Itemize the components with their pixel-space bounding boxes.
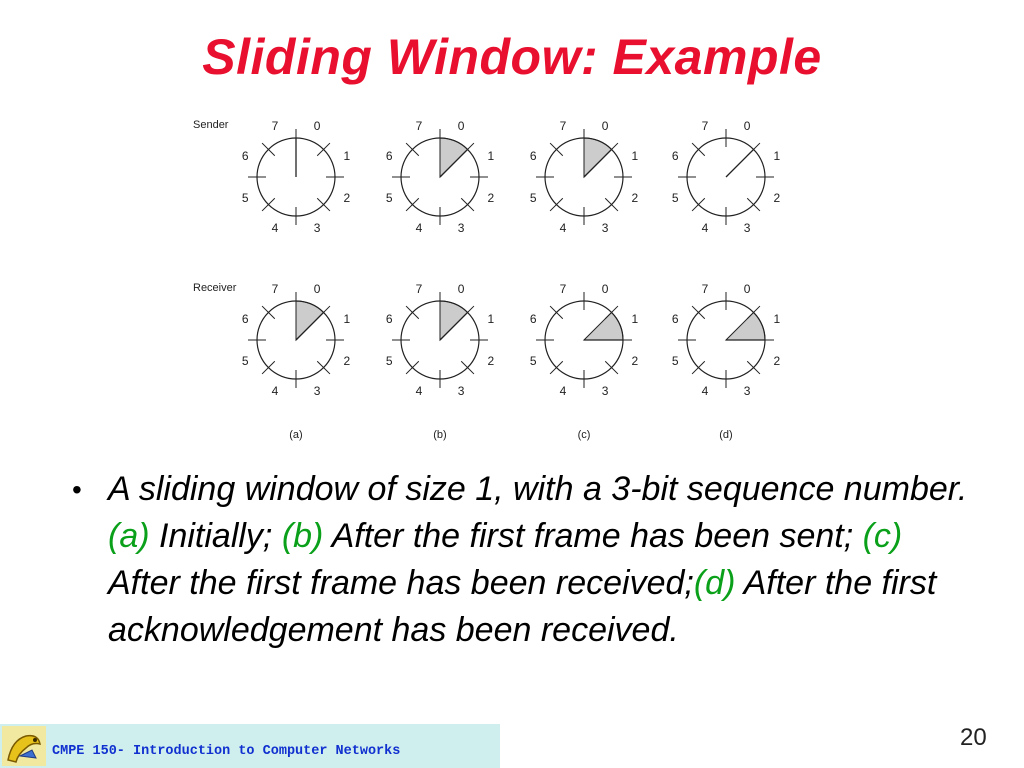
seq-number-label: 0: [457, 282, 465, 297]
seq-number-label: 4: [701, 220, 709, 235]
dial-sender-b: [386, 119, 495, 235]
dial-group: [242, 119, 781, 398]
seq-number-label: 6: [385, 311, 393, 326]
seq-number-label: 7: [415, 119, 423, 134]
window-shaded-sector: [584, 138, 612, 177]
seq-number-label: 5: [385, 191, 393, 206]
seq-number-label: 5: [529, 354, 537, 369]
seq-number-label: 5: [671, 191, 679, 206]
seq-number-label: 4: [701, 383, 709, 398]
seq-number-label: 5: [671, 354, 679, 369]
seq-number-label: 2: [487, 191, 495, 206]
seq-number-label: 5: [241, 354, 249, 369]
bullet-text-1: A sliding window of size 1, with a 3-bit sequence number.: [108, 470, 968, 508]
bullet-marker: •: [72, 474, 82, 505]
bullet-text-4: After the first frame has been received;: [108, 564, 694, 602]
slide-title: Sliding Window: Example: [202, 29, 822, 85]
seq-number-label: 4: [415, 383, 423, 398]
dial-receiver-d: [672, 282, 781, 398]
seq-number-label: 0: [313, 119, 321, 134]
seq-number-label: 6: [241, 311, 249, 326]
seq-number-label: 6: [385, 148, 393, 163]
seq-number-label: 3: [457, 220, 465, 235]
seq-number-label: 3: [313, 220, 321, 235]
label-b: (b): [281, 517, 324, 555]
seq-number-label: 1: [773, 148, 781, 163]
dial-sender-c: [530, 119, 639, 235]
dial-sender-d: [672, 119, 781, 235]
seq-number-label: 6: [671, 311, 679, 326]
seq-number-label: 6: [671, 148, 679, 163]
bullet-text-2: Initially;: [149, 517, 282, 555]
seq-number-label: 0: [601, 119, 609, 134]
seq-number-label: 1: [343, 148, 351, 163]
window-shaded-sector: [440, 301, 468, 340]
seq-number-label: 2: [631, 191, 639, 206]
seq-number-label: 7: [415, 282, 423, 297]
bullet-text: [108, 466, 972, 654]
seq-number-label: 2: [773, 354, 781, 369]
panel-label-c: (c): [577, 429, 591, 441]
seq-number-label: 2: [773, 191, 781, 206]
row-label-receiver: Receiver: [193, 282, 237, 294]
seq-number-label: 4: [559, 220, 567, 235]
seq-number-label: 2: [343, 191, 351, 206]
seq-number-label: 1: [487, 148, 495, 163]
panel-label-b: (b): [433, 429, 447, 441]
dial-receiver-b: [386, 282, 495, 398]
panel-label-a: (a): [289, 429, 303, 441]
bullet-text-5: After the first acknowledgement has been received.: [108, 564, 937, 649]
seq-number-label: 2: [631, 354, 639, 369]
seq-number-label: 7: [559, 282, 567, 297]
window-shaded-sector: [726, 312, 765, 340]
page-number: 20: [960, 724, 987, 751]
seq-number-label: 6: [241, 148, 249, 163]
seq-number-label: 0: [743, 119, 751, 134]
seq-number-label: 3: [601, 383, 609, 398]
sliding-window-diagram: [185, 112, 805, 452]
seq-number-label: 7: [701, 119, 709, 134]
window-shaded-sector: [440, 138, 468, 177]
seq-number-label: 4: [271, 383, 279, 398]
seq-number-label: 2: [487, 354, 495, 369]
seq-number-label: 4: [415, 220, 423, 235]
label-d: (d): [693, 564, 736, 602]
dial-sender-a: [242, 119, 351, 235]
bullet-text-3: After the first frame has been sent;: [323, 517, 863, 555]
seq-number-label: 3: [743, 220, 751, 235]
seq-number-label: 3: [601, 220, 609, 235]
seq-number-label: 5: [385, 354, 393, 369]
seq-number-label: 7: [271, 282, 279, 297]
seq-number-label: 1: [631, 311, 639, 326]
seq-number-label: 6: [529, 311, 537, 326]
seq-number-label: 3: [457, 383, 465, 398]
seq-number-label: 5: [529, 191, 537, 206]
seq-number-label: 5: [241, 191, 249, 206]
window-shaded-sector: [584, 312, 623, 340]
seq-number-label: 0: [601, 282, 609, 297]
banana-slug-logo-icon: [2, 726, 46, 766]
seq-number-label: 7: [271, 119, 279, 134]
seq-number-label: 0: [743, 282, 751, 297]
seq-number-label: 1: [343, 311, 351, 326]
seq-number-label: 7: [559, 119, 567, 134]
seq-number-label: 3: [743, 383, 751, 398]
seq-number-label: 3: [313, 383, 321, 398]
seq-number-label: 1: [773, 311, 781, 326]
panel-label-d: (d): [719, 429, 733, 441]
bullet-item: [72, 466, 972, 654]
label-a: (a): [108, 517, 150, 555]
seq-number-label: 2: [343, 354, 351, 369]
label-c: (c): [862, 517, 903, 555]
dial-receiver-a: [242, 282, 351, 398]
row-label-sender: Sender: [193, 119, 229, 131]
footer-course-title: CMPE 150- Introduction to Computer Networks: [52, 744, 401, 759]
seq-number-label: 6: [529, 148, 537, 163]
seq-number-label: 7: [701, 282, 709, 297]
dial-pointer: [726, 149, 754, 177]
seq-number-label: 0: [457, 119, 465, 134]
window-shaded-sector: [296, 301, 324, 340]
dial-receiver-c: [530, 282, 639, 398]
seq-number-label: 1: [631, 148, 639, 163]
seq-number-label: 1: [487, 311, 495, 326]
seq-number-label: 4: [559, 383, 567, 398]
seq-number-label: 4: [271, 220, 279, 235]
seq-number-label: 0: [313, 282, 321, 297]
